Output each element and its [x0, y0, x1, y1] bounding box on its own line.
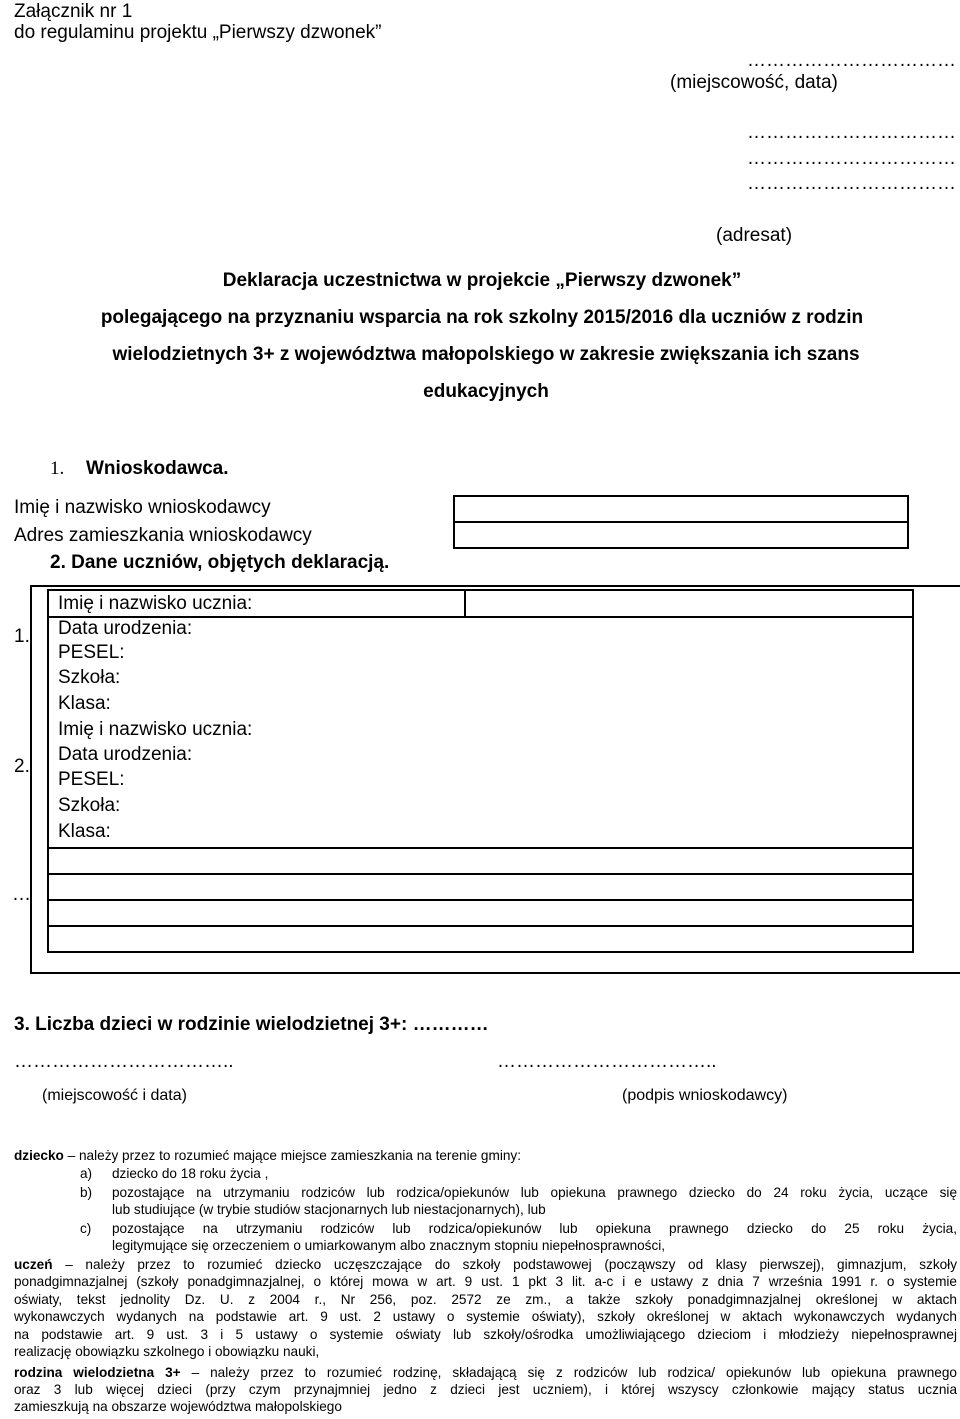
place-date-dots: …………………………… [747, 50, 956, 71]
signature-applicant-caption: (podpis wnioskodawcy) [622, 1087, 788, 1104]
addressee-dots-3: …………………………… [747, 173, 956, 194]
student-1-name-label: Imię i nazwisko ucznia: [58, 593, 253, 614]
addressee-dots-1: …………………………… [747, 122, 956, 143]
child-item-c-line-1: pozostające na utrzymaniu rodziców lub rodzica/opiekunów lub opiekuna prawnego dziecko do 25 roku życia, [112, 1221, 957, 1236]
definition-student-term: uczeń [14, 1257, 53, 1272]
section-1-number: 1. [50, 458, 65, 479]
applicant-name-label: Imię i nazwisko wnioskodawcy [14, 497, 271, 518]
attachment-label: Załącznik nr 1 [14, 1, 133, 22]
place-date-caption: (miejscowość, data) [670, 72, 838, 93]
declaration-title-line-4: edukacyjnych [423, 381, 549, 402]
declaration-title-line-3: wielodzietnych 3+ z województwa małopolskiego w zakresie zwiększania ich szans [112, 344, 860, 365]
student-2-number: 2. [14, 756, 30, 777]
addressee-dots-2: …………………………… [747, 148, 956, 169]
definition-family-text: – należy przez to rozumieć rodzinę, składającą się z rodziców lub rodzica/ opiekunów lub opiekuna prawnego [180, 1365, 957, 1380]
student-1-pesel-label: PESEL: [58, 642, 125, 663]
definition-student-line-5: na podstawie art. 9 ust. 3 i 5 ustawy o systemie oświaty lub szkoły/ośrodka umożliwiającego dzieciom i młodzieży niepełnosprawnej [14, 1327, 957, 1342]
student-2-class-label: Klasa: [58, 821, 111, 842]
child-item-b-line-2: lub studiujące (w trybie studiów stacjonarnych lub niestacjonarnych), lub [112, 1202, 546, 1217]
student-2-name-label: Imię i nazwisko ucznia: [58, 719, 253, 740]
child-item-a-text: dziecko do 18 roku życia , [112, 1166, 269, 1181]
definition-child-term: dziecko [14, 1148, 64, 1163]
signature-place-date-dots: …………………………….. [14, 1051, 234, 1072]
signature-applicant-dots: …………………………….. [497, 1051, 717, 1072]
section-1-heading: Wnioskodawca. [86, 458, 229, 479]
student-2-birthdate-label: Data urodzenia: [58, 744, 193, 765]
definition-student-line-3: oświaty, tekst jednolity Dz. U. z 2004 r., Nr 256, poz. 2572 ze zm., a także szkoły ponadgimnazjalnej określonej w aktach [14, 1292, 957, 1307]
definition-child [14, 1147, 957, 1164]
applicant-address-label: Adres zamieszkania wnioskodawcy [14, 525, 312, 546]
definition-family-line-1 [14, 1364, 957, 1381]
child-item-b-label: b) [80, 1185, 93, 1200]
student-2-pesel-label: PESEL: [58, 769, 125, 790]
declaration-title-line-1: Deklaracja uczestnictwa w projekcie „Pierwszy dzwonek” [222, 270, 742, 291]
child-item-b-line-1: pozostające na utrzymaniu rodziców lub rodzica/opiekunów lub opiekuna prawnego dziecko do 24 roku życia, uczące się [112, 1185, 957, 1200]
section-3-heading: 3. Liczba dzieci w rodzinie wielodzietnej 3+: ………… [14, 1014, 489, 1035]
definition-family-line-2: oraz 3 lub więcej dzieci (przy czym przynajmniej jedno z dzieci jest uczniem), i której wszyscy członkowie mający status ucznia [14, 1382, 957, 1397]
signature-place-date-caption: (miejscowość i data) [42, 1087, 187, 1104]
definition-student-line-2: ponadgimnazjalnej (szkoły ponadgimnazjalnej, o której mowa w art. 9 ust. 1 pkt 3 lit. a-c i e ustawy z dnia 7 września 1991 r. o systemie [14, 1274, 957, 1289]
student-2-school-label: Szkoła: [58, 795, 121, 816]
definition-student-text: – należy przez to rozumieć dziecko uczęszczające do szkoły podstawowej (począwszy od klasy pierwszej), gimnazjum, szkoły [52, 1257, 957, 1272]
child-item-c-line-2: legitymujące się orzeczeniem o umiarkowanym albo znacznym stopniu niepełnosprawności, [112, 1238, 666, 1253]
definition-student-line-1 [14, 1256, 957, 1273]
regulation-reference: do regulaminu projektu „Pierwszy dzwonek” [14, 22, 382, 43]
student-1-class-label: Klasa: [58, 693, 111, 714]
addressee-caption: (adresat) [716, 225, 793, 246]
declaration-title-line-2: polegającego na przyznaniu wsparcia na rok szkolny 2015/2016 dla uczniów z rodzin [100, 307, 864, 328]
section-2-heading: 2. Dane uczniów, objętych deklaracją. [50, 552, 390, 573]
child-item-a-label: a) [80, 1166, 93, 1181]
student-1-school-label: Szkoła: [58, 667, 121, 688]
child-item-c-label: c) [80, 1221, 92, 1236]
definition-student-line-4: wykonawczych wydanych na podstawie art. 9 ust. 2 ustawy o systemie oświaty), szkoły określonej w aktach wykonawczych wydanych [14, 1309, 957, 1324]
student-1-birthdate-label: Data urodzenia: [58, 618, 193, 639]
definition-student-line-6: realizację obowiązku szkolnego i obowiązku nauki, [14, 1344, 320, 1359]
more-students-label: … [12, 884, 31, 905]
definition-family-term: rodzina wielodzietna 3+ [14, 1365, 181, 1380]
definition-family-line-3: zamieszkują na obszarze województwa małopolskiego [14, 1399, 342, 1414]
definition-child-text: – należy przez to rozumieć mające miejsce zamieszkania na terenie gminy: [63, 1148, 521, 1163]
student-1-number: 1. [14, 626, 30, 647]
